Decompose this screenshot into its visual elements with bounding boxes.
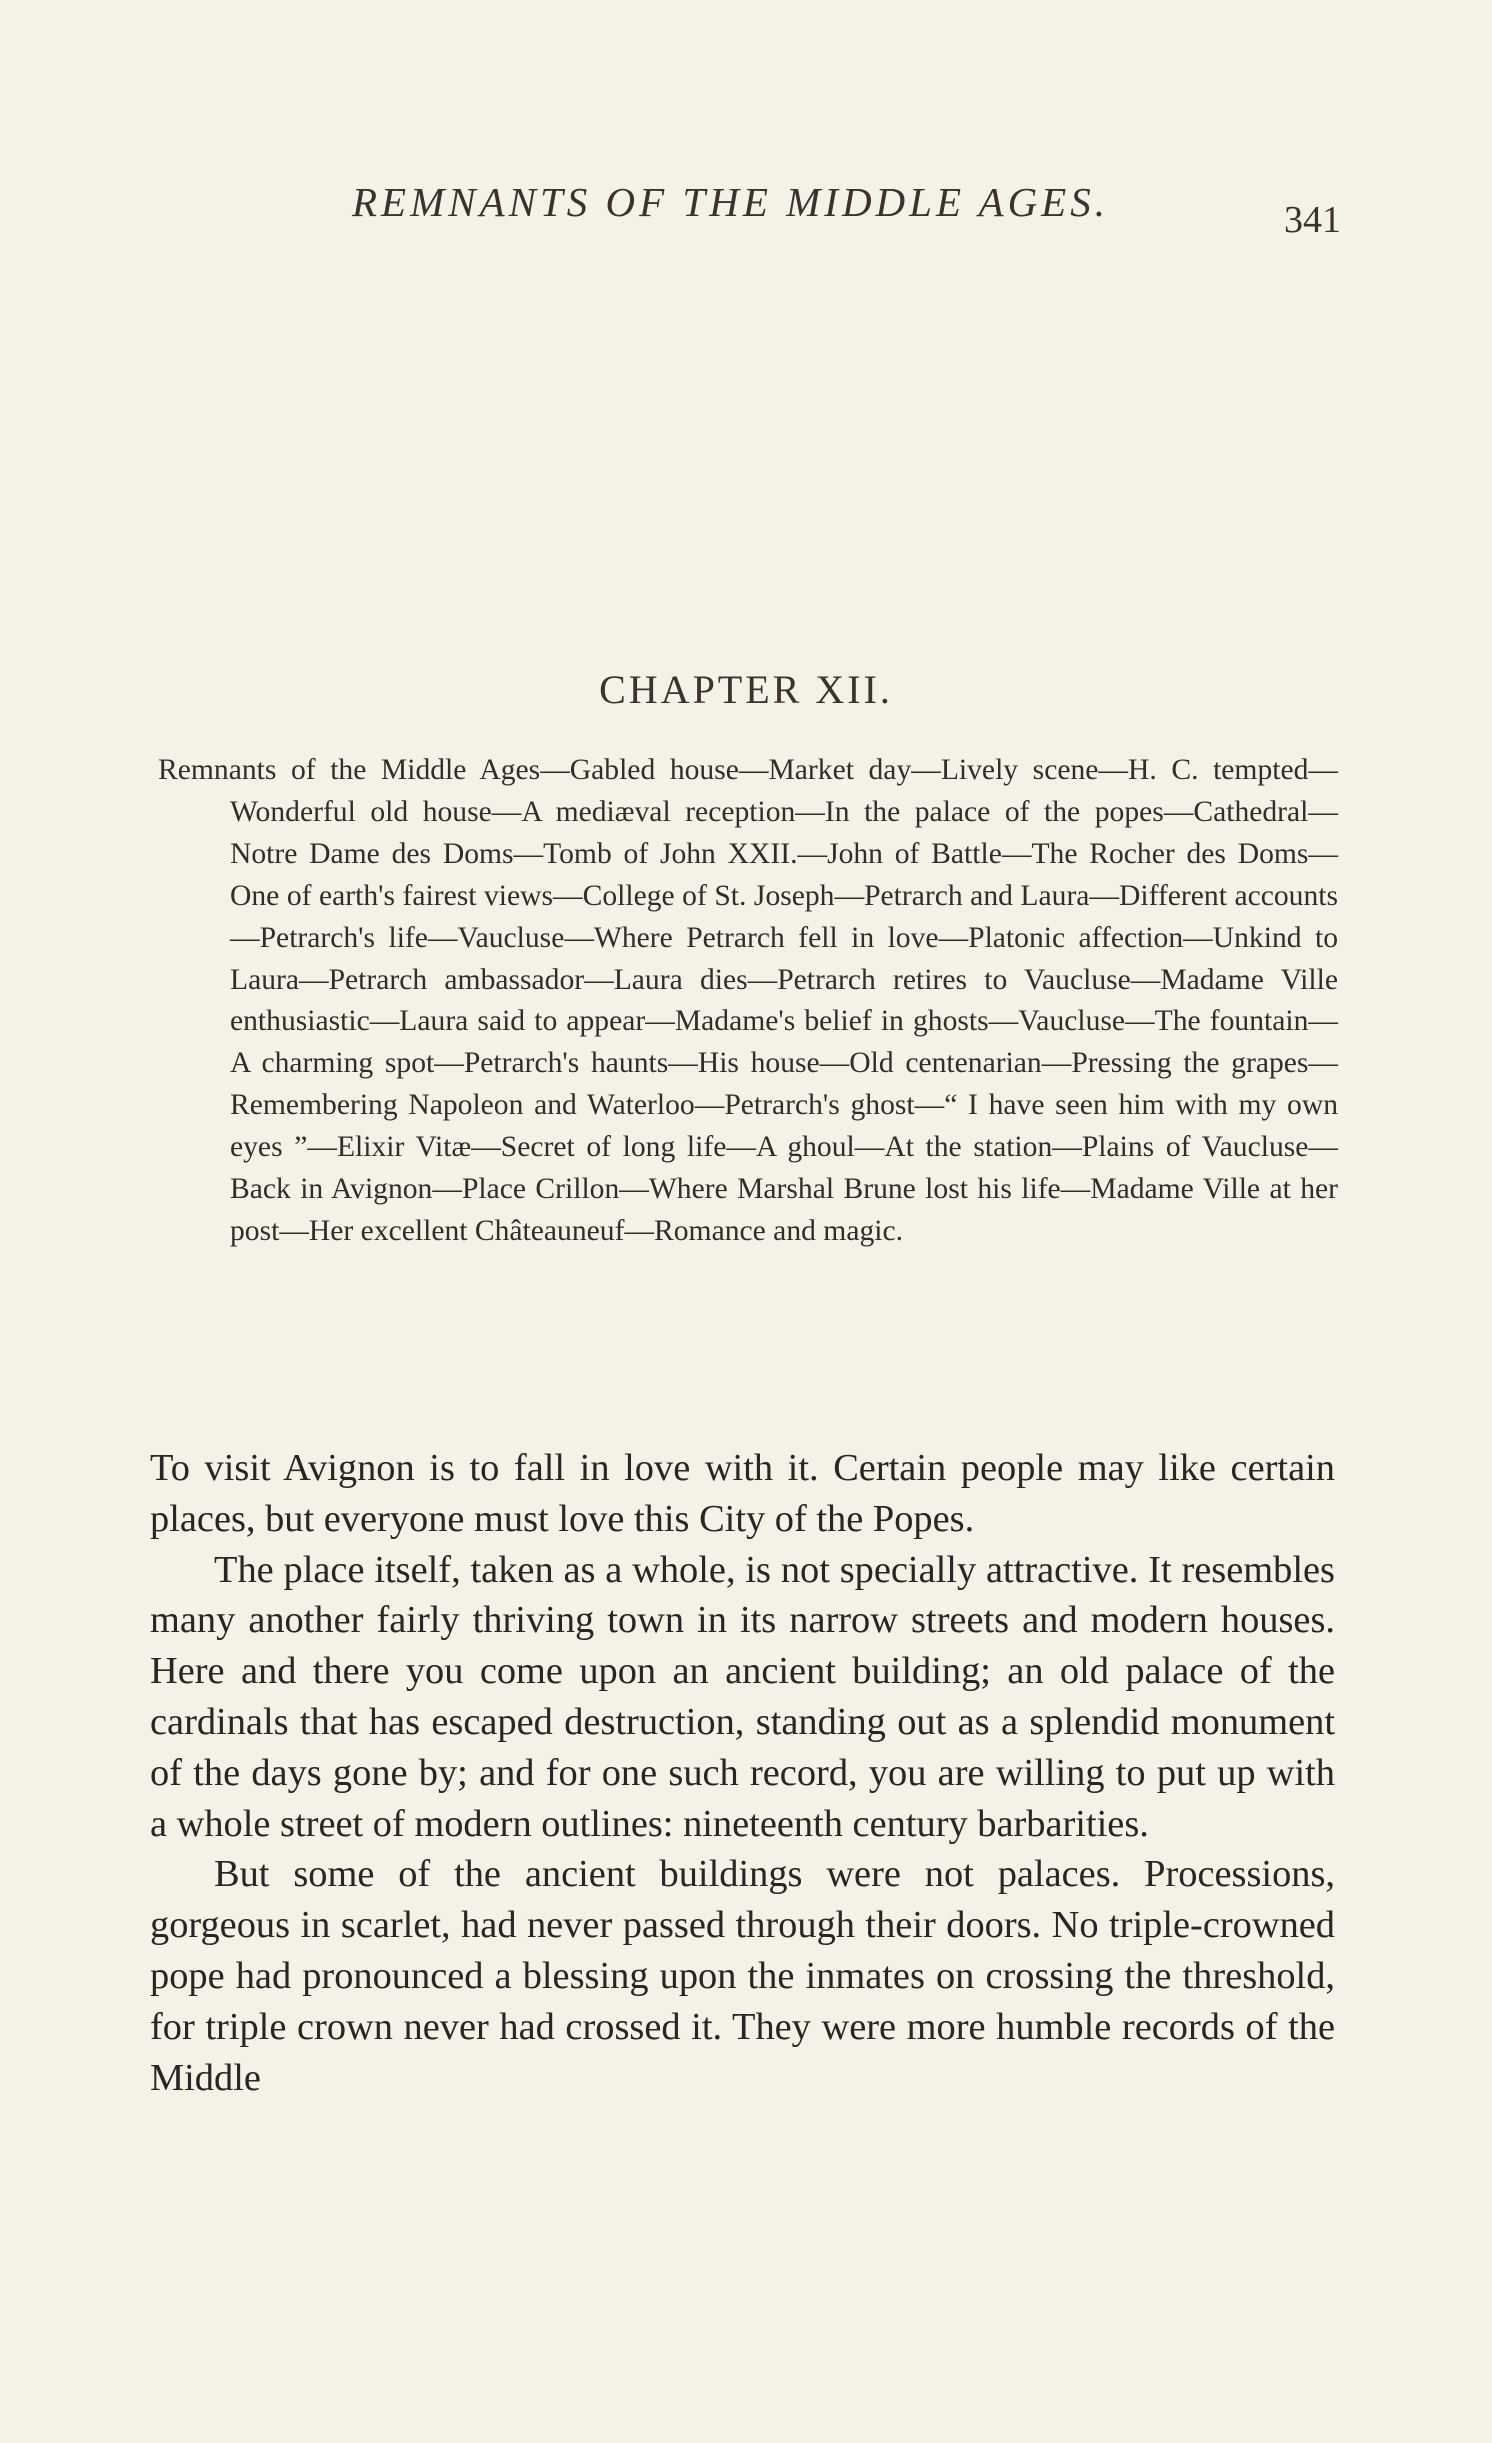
paragraph: But some of the ancient buildings were not palaces. Processions, gorgeous in scarlet, had never passed through their doors. No triple-crowned pope had pronounced a blessing upon the inmates on crossing the threshold, for triple crown never had crossed it. They were more humble records of the Middle xyxy=(150,1853,1335,2099)
body-text xyxy=(150,1443,1335,2103)
page-number: 341 xyxy=(1284,199,1341,241)
chapter-title: CHAPTER XII. xyxy=(599,667,893,712)
paragraph: The place itself, taken as a whole, is not specially attractive. It resembles many another fairly thriving town in its narrow streets and modern houses. Here and there you come upon an ancient building; an old palace of the cardinals that has escaped destruction, standing out as a splendid monument of the days gone by; and for one such record, you are willing to put up with a whole street of modern outlines: nineteenth century barbarities. xyxy=(150,1548,1335,1845)
chapter-summary: Remnants of the Middle Ages—Gabled house—Market day—Lively scene—H. C. tempted—Wonderful old house—A mediæval reception—In the palace of the popes—Cathedral—Notre Dame des Doms—Tomb of John XXII.—John of Battle—The Rocher des Doms—One of earth's fairest views—College of St. Joseph—Petrarch and Laura—Different accounts—Petrarch's life—Vaucluse—Where Petrarch fell in love—Platonic affection—Unkind to Laura—Petrarch ambassador—Laura dies—Petrarch retires to Vaucluse—Madame Ville enthusiastic—Laura said to appear—Madame's belief in ghosts—Vaucluse—The fountain—A charming spot—Petrarch's haunts—His house—Old centenarian—Pressing the grapes—Remembering Napoleon and Waterloo—Petrarch's ghost—“ I have seen him with my own eyes ”—Elixir Vitæ—Secret of long life—A ghoul—At the station—Plains of Vaucluse—Back in Avignon—Place Crillon—Where Marshal Brune lost his life—Madame Ville at her post—Her excellent Châteauneuf—Romance and magic. xyxy=(158,754,1338,1247)
running-head-title: REMNANTS OF THE MIDDLE AGES. xyxy=(352,179,1109,225)
paragraph: To visit Avignon is to fall in love with it. Certain people may like certain places, but everyone must love this City of the Popes. xyxy=(150,1447,1335,1540)
